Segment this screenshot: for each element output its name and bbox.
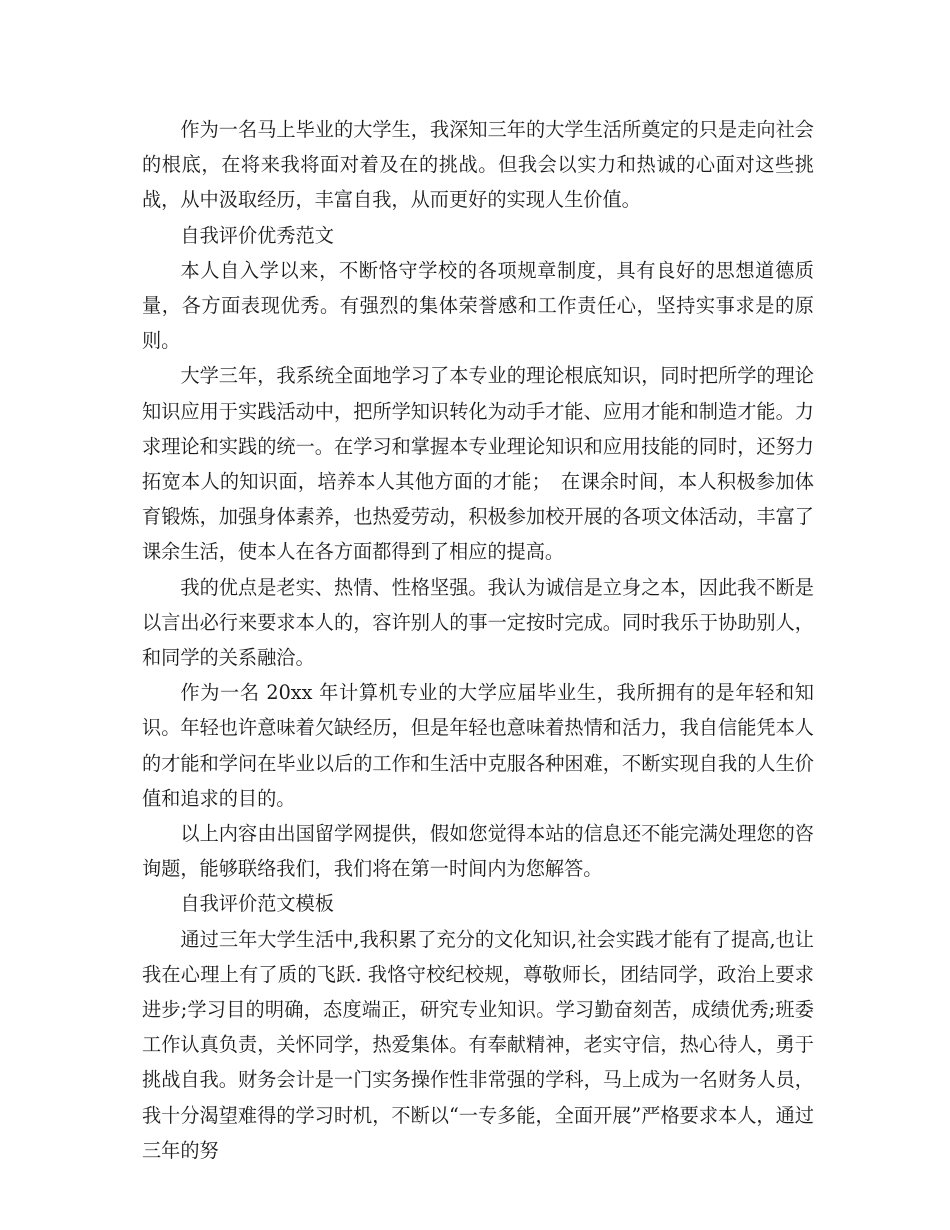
paragraph-site-notice: 以上内容由出国留学网提供，假如您觉得本站的信息还不能完满处理您的咨询题，能够联络我们，我们将在第一时间内为您解答。 (142, 822, 814, 881)
paragraph-strengths: 我的优点是老实、热情、性格坚强。我认为诚信是立身之本，因此我不断是以言出必行来要求本人的，容许别人的事一定按时完成。同时我乐于协助别人，和同学的关系融洽。 (142, 575, 814, 670)
paragraph-school-rules: 本人自入学以来，不断恪守学校的各项规章制度，具有良好的思想道德质量，各方面表现优秀。有强烈的集体荣誉感和工作责任心，坚持实事求是的原则。 (142, 258, 814, 353)
heading-sample-template: 自我评价范文模板 (180, 892, 334, 916)
paragraph-graduate-intro: 作为一名马上毕业的大学生，我深知三年的大学生活所奠定的只是走向社会的根底，在将来我将面对着及在的挑战。但我会以实力和热诚的心面对这些挑战，从中汲取经历，丰富自我，从而更好的实现人生价值。 (142, 118, 814, 212)
document-body (142, 112, 814, 1168)
heading-excellent-sample: 自我评价优秀范文 (180, 223, 334, 247)
paragraph-cs-graduate: 作为一名 20xx 年计算机专业的大学应届毕业生，我所拥有的是年轻和知识。年轻也许意味着欠缺经历，但是年轻也意味着热情和活力，我自信能凭本人的才能和学问在毕业以后的工作和生活中克服各种困难，不断实现自我的人生价值和追求的目的。 (142, 681, 814, 810)
paragraph-accounting-study: 通过三年大学生活中,我积累了充分的文化知识,社会实践才能有了提高,也让我在心理上有了质的飞跃. 我恪守校纪校规，尊敬师长，团结同学，政治上要求进步;学习目的明确，态度端正，研究专业知识。学习勤奋刻苦，成绩优秀;班委工作认真负责，关怀同学，热爱集体。有奉献精神，老实守信，热心待人，勇于挑战自我。财务会计是一门实务操作性非常强的学科，马上成为一名财务人员，我十分渴望难得的学习时机，不断以“一专多能，全面开展”严格要求本人，通过三年的努 (142, 927, 814, 1162)
paragraph-three-years-study: 大学三年，我系统全面地学习了本专业的理论根底知识，同时把所学的理论知识应用于实践活动中，把所学知识转化为动手才能、应用才能和制造才能。力求理论和实践的统一。在学习和掌握本专业理论知识和应用技能的同时，还努力拓宽本人的知识面，培养本人其他方面的才能； 在课余时间，本人积极参加体育锻炼，加强身体素养，也热爱劳动，积极参加校开展的各项文体活动，丰富了课余生活，使本人在各方面都得到了相应的提高。 (142, 364, 814, 564)
